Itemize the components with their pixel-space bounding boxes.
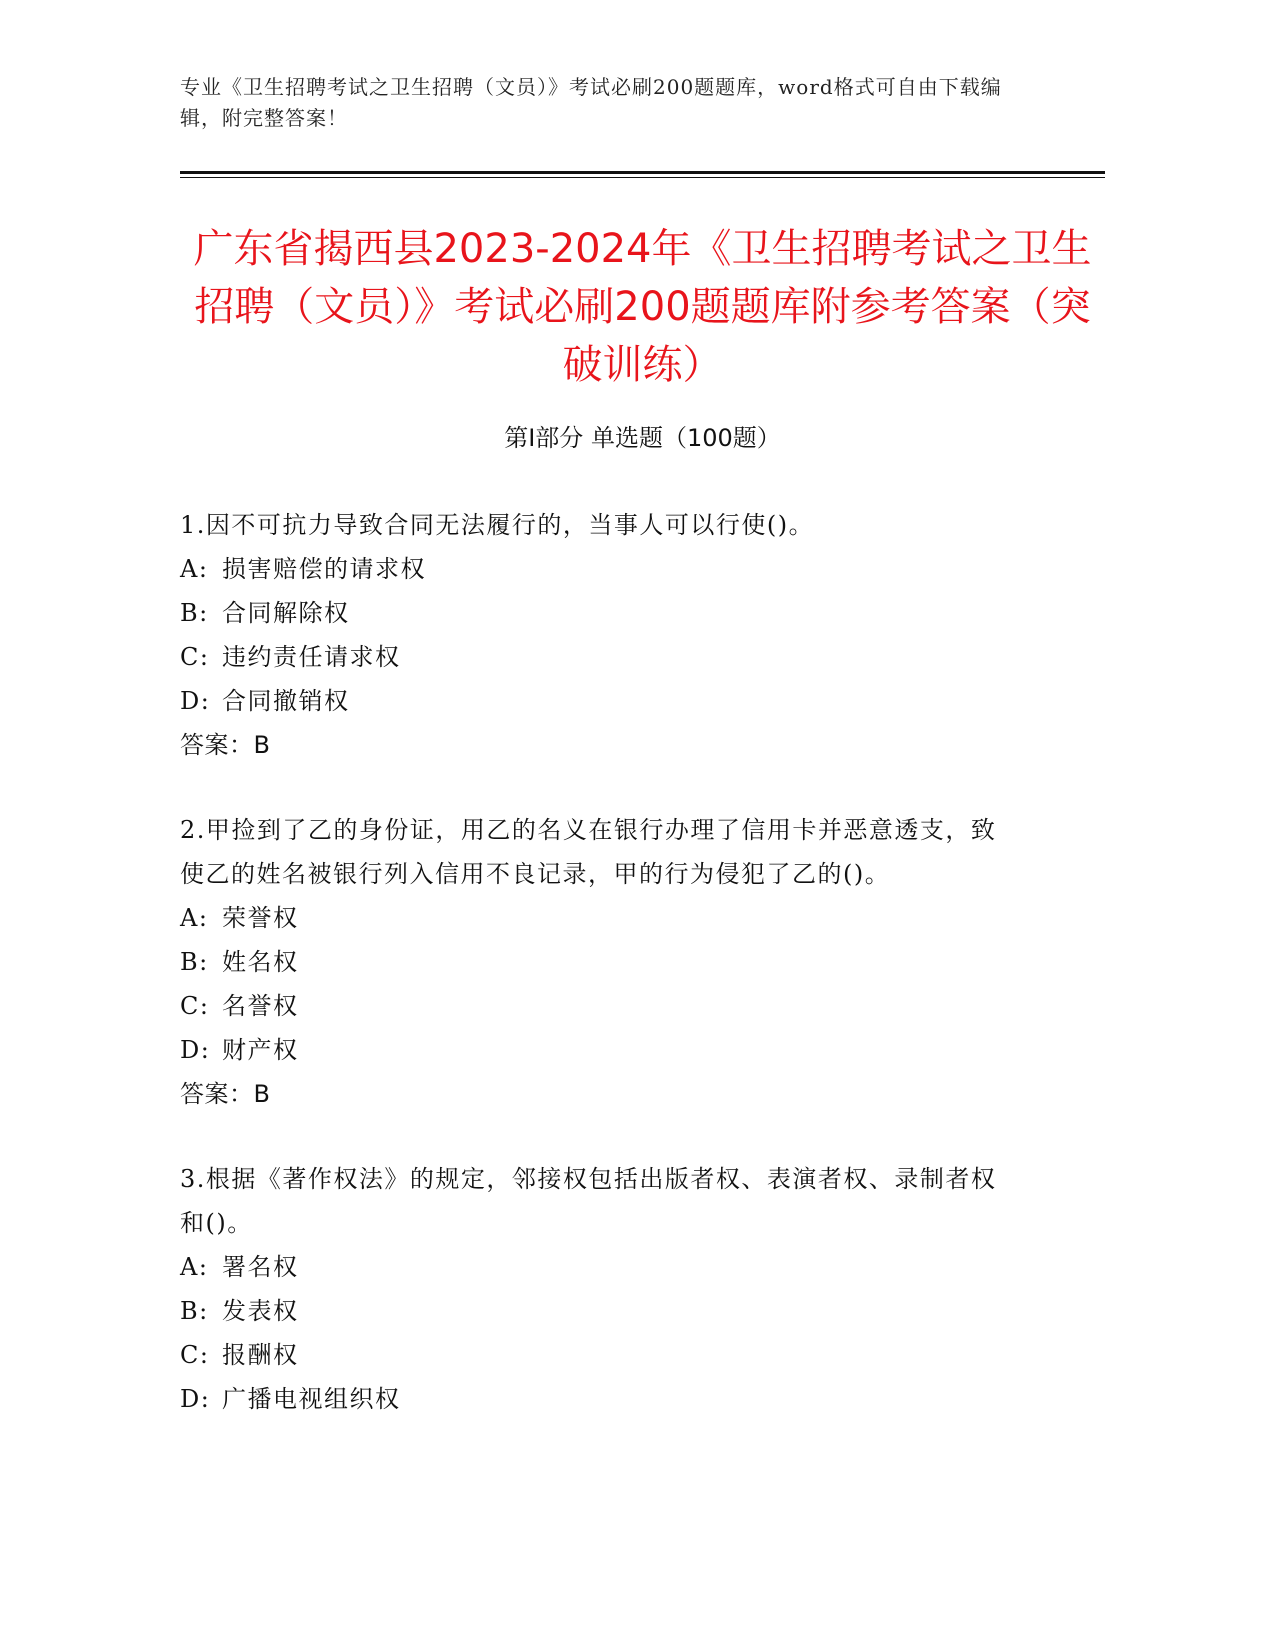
- option-letter: C:: [180, 1341, 210, 1369]
- option-d: [180, 1377, 1020, 1421]
- option-c: [180, 1333, 1020, 1377]
- answer: 答案：B: [180, 1080, 271, 1108]
- option-c: [180, 984, 1020, 1028]
- option-b: [180, 591, 1020, 635]
- option-c: [180, 635, 1020, 679]
- question-1: [180, 503, 1020, 767]
- option-a: [180, 896, 1020, 940]
- question-stem: 2.甲捡到了乙的身份证，用乙的名义在银行办理了信用卡并恶意透支，致使乙的姓名被银行列入信用不良记录，甲的行为侵犯了乙的()。: [180, 816, 997, 888]
- option-letter: B:: [180, 1297, 209, 1325]
- document-title: 广东省揭西县2023-2024年《卫生招聘考试之卫生招聘（文员）》考试必刷200题题库附参考答案（突破训练）: [193, 226, 1092, 388]
- question-2: [180, 808, 1020, 1116]
- option-a: [180, 547, 1020, 591]
- option-letter: D:: [180, 1385, 211, 1413]
- option-text: 姓名权: [222, 948, 299, 976]
- option-letter: C:: [180, 643, 210, 671]
- option-d: [180, 679, 1020, 723]
- option-text: 合同撤销权: [222, 687, 350, 715]
- option-text: 财产权: [222, 1036, 299, 1064]
- option-d: [180, 1028, 1020, 1072]
- option-b: [180, 1289, 1020, 1333]
- option-text: 合同解除权: [222, 599, 350, 627]
- header-divider: [180, 171, 1105, 174]
- question-3: [180, 1157, 1020, 1421]
- option-text: 损害赔偿的请求权: [222, 555, 426, 583]
- question-stem: 1.因不可抗力导致合同无法履行的，当事人可以行使()。: [180, 511, 815, 539]
- answer: 答案：B: [180, 731, 271, 759]
- option-text: 广播电视组织权: [222, 1385, 401, 1413]
- option-letter: A:: [180, 904, 209, 932]
- option-a: [180, 1245, 1020, 1289]
- option-letter: A:: [180, 1253, 209, 1281]
- option-text: 发表权: [222, 1297, 299, 1325]
- option-letter: D:: [180, 1036, 211, 1064]
- option-text: 违约责任请求权: [222, 643, 401, 671]
- option-letter: A:: [180, 555, 209, 583]
- section-title: 第Ⅰ部分 单选题（100题）: [504, 424, 781, 452]
- option-letter: B:: [180, 599, 209, 627]
- header-divider-thin: [180, 177, 1105, 178]
- option-b: [180, 940, 1020, 984]
- question-stem: 3.根据《著作权法》的规定，邻接权包括出版者权、表演者权、录制者权和()。: [180, 1165, 997, 1237]
- option-letter: B:: [180, 948, 209, 976]
- option-text: 署名权: [222, 1253, 299, 1281]
- option-letter: C:: [180, 992, 210, 1020]
- option-text: 名誉权: [222, 992, 299, 1020]
- header-note: 专业《卫生招聘考试之卫生招聘（文员）》考试必刷200题题库，word格式可自由下载编辑，附完整答案！: [180, 75, 1002, 130]
- option-text: 荣誉权: [222, 904, 299, 932]
- option-letter: D:: [180, 687, 211, 715]
- option-text: 报酬权: [222, 1341, 299, 1369]
